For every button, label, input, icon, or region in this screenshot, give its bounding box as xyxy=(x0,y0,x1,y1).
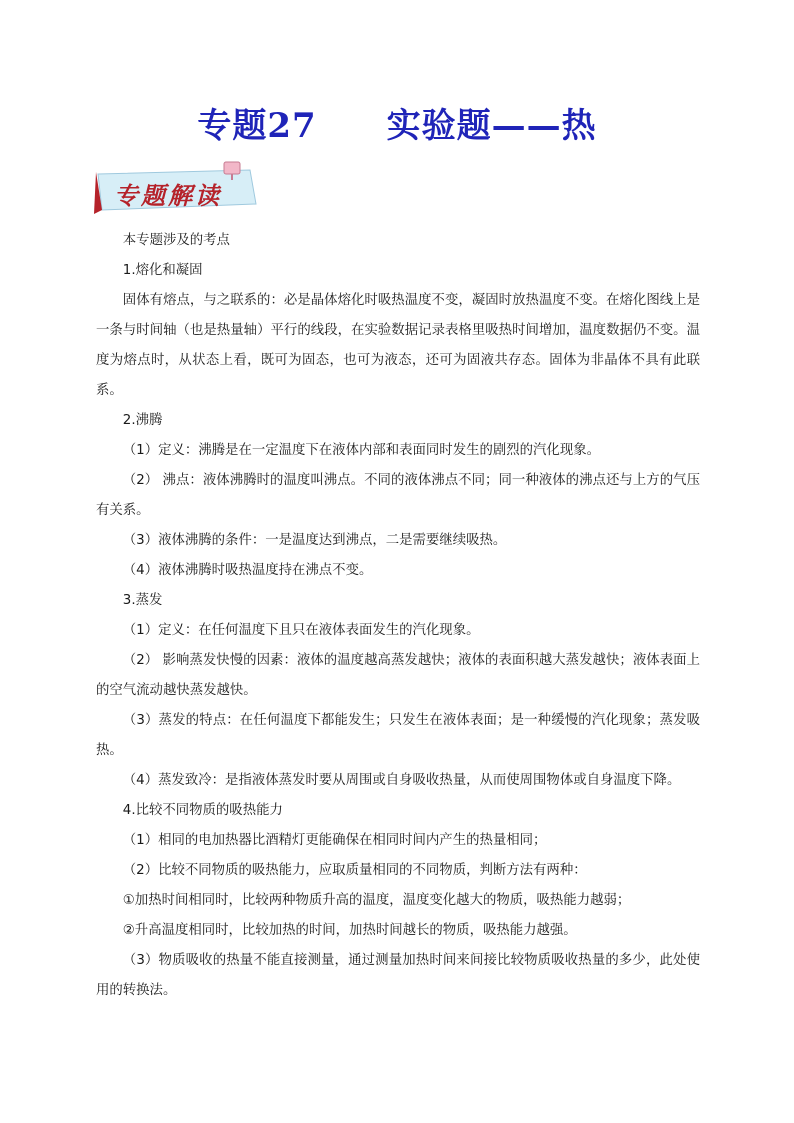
paragraph: （3）蒸发的特点：在任何温度下都能发生；只发生在液体表面；是一种缓慢的汽化现象；蒸发吸热。 xyxy=(96,713,700,758)
banner-label: 专题解读 xyxy=(114,181,222,210)
paragraph: ②升高温度相同时，比较加热的时间，加热时间越长的物质，吸热能力越强。 xyxy=(122,923,577,938)
paragraph: （3）液体沸腾的条件：一是温度达到沸点，二是需要继续吸热。 xyxy=(122,533,507,548)
paragraph: （2） 沸点：液体沸腾时的温度叫沸点。不同的液体沸点不同；同一种液体的沸点还与上方的气压有关系。 xyxy=(96,473,700,518)
paragraph: 4.比较不同物质的吸热能力 xyxy=(122,803,283,818)
section-banner xyxy=(92,160,260,218)
paragraph: （4）液体沸腾时吸热温度持在沸点不变。 xyxy=(122,563,373,578)
paragraph: （1）定义：在任何温度下且只在液体表面发生的汽化现象。 xyxy=(122,623,480,638)
paragraph: （2）比较不同物质的吸热能力，应取质量相同的不同物质，判断方法有两种： xyxy=(122,863,587,878)
paragraph: 本专题涉及的考点 xyxy=(122,233,230,248)
page-title: 专题27 实验题——热 xyxy=(197,106,597,146)
paragraph: （1）定义：沸腾是在一定温度下在液体内部和表面同时发生的剧烈的汽化现象。 xyxy=(122,443,600,458)
paragraph: （3）物质吸收的热量不能直接测量，通过测量加热时间来间接比较物质吸收热量的多少，此处使用的转换法。 xyxy=(96,953,700,998)
paragraph: 1.熔化和凝固 xyxy=(122,263,203,278)
paragraph: （4）蒸发致冷：是指液体蒸发时要从周围或自身吸收热量，从而使周围物体或自身温度下降。 xyxy=(122,773,681,788)
paragraph: 3.蒸发 xyxy=(122,593,163,608)
body-text xyxy=(96,226,700,1006)
paragraph: （2） 影响蒸发快慢的因素：液体的温度越高蒸发越快；液体的表面积越大蒸发越快；液体表面上的空气流动越快蒸发越快。 xyxy=(96,653,700,698)
paragraph: 固体有熔点，与之联系的：必是晶体熔化时吸热温度不变，凝固时放热温度不变。在熔化图线上是一条与时间轴（也是热量轴）平行的线段，在实验数据记录表格里吸热时间增加，温度数据仍不变。温度为熔点时，从状态上看，既可为固态，也可为液态，还可为固液共存态。固体为非晶体不具有此联系。 xyxy=(96,293,700,398)
paragraph: 2.沸腾 xyxy=(122,413,163,428)
paragraph: （1）相同的电加热器比酒精灯更能确保在相同时间内产生的热量相同； xyxy=(122,833,547,848)
paragraph: ①加热时间相同时，比较两种物质升高的温度，温度变化越大的物质，吸热能力越弱； xyxy=(122,893,631,908)
